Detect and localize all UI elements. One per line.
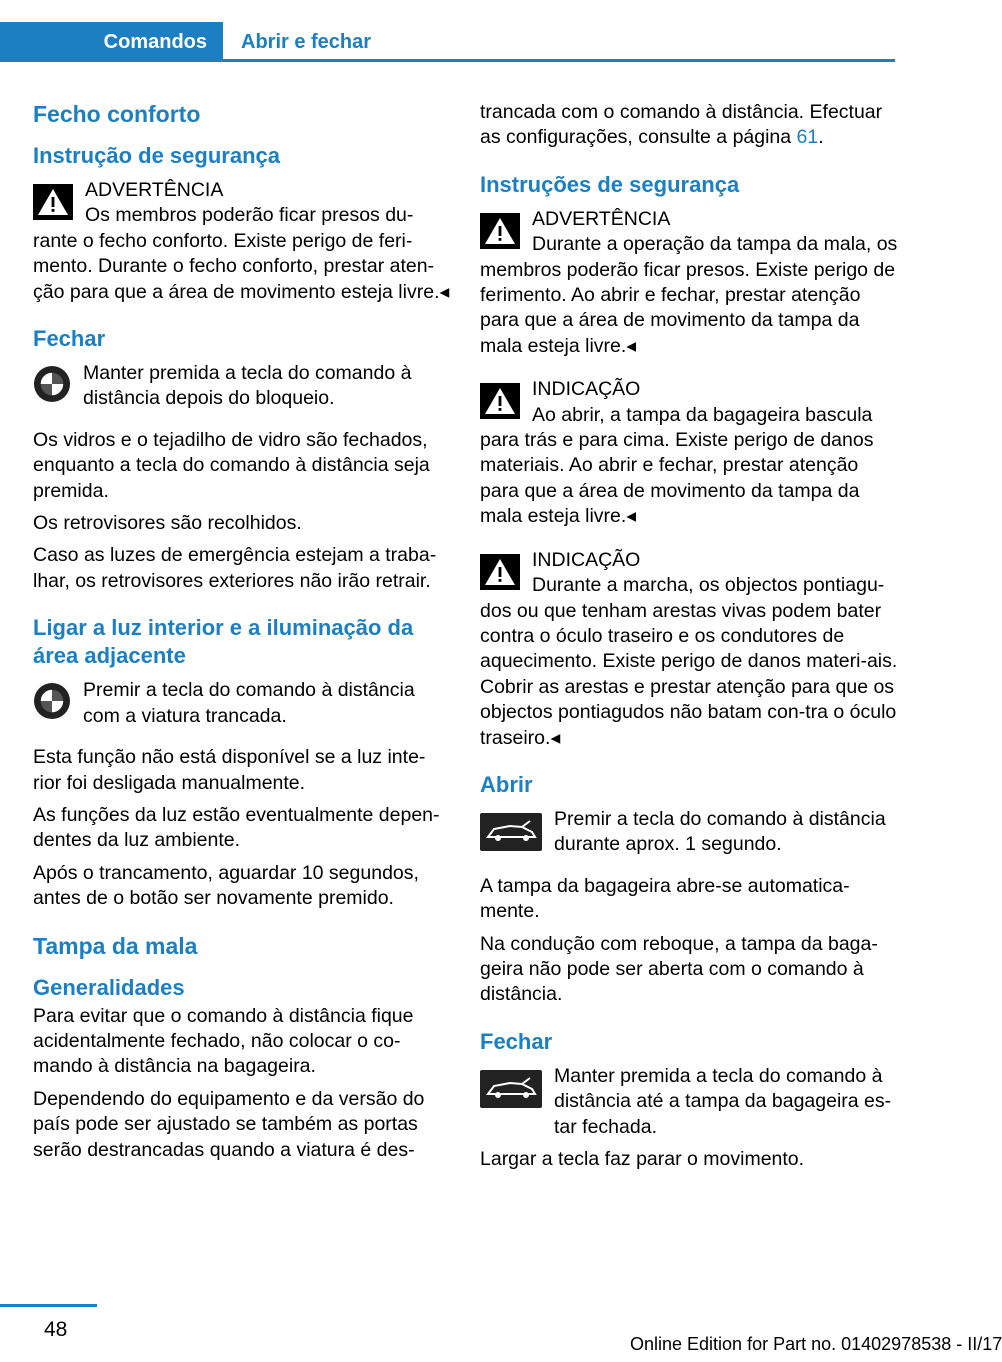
warning-text: Durante a operação da tampa da mala, os membros poderão ficar presos. Existe perigo de ferimento. Ao abrir e fechar, prestar atenção para que a área de movimento da tampa da mala esteja livre.◂ — [480, 233, 898, 357]
paragraph: Largar a tecla faz parar o movimento. — [480, 1148, 805, 1170]
warning-triangle-icon — [480, 213, 520, 249]
warning-box — [33, 178, 451, 305]
paragraph: Os vidros e o tejadilho de vidro são fechados, enquanto a tecla do comando à distância seja premida. — [33, 428, 430, 502]
heading-fechar: Fechar — [480, 1028, 553, 1054]
tab-comandos[interactable]: Comandos — [0, 22, 223, 62]
heading-abrir: Abrir — [480, 771, 533, 797]
footer-rule — [0, 1304, 97, 1307]
note-box — [480, 377, 898, 529]
note-title: INDICAÇÃO — [532, 548, 641, 571]
instruction-text: Manter premida a tecla do comando à distância até a tampa da bagageira es-tar fechada. — [554, 1064, 892, 1138]
warning-text: Os membros poderão ficar presos du-rante o fecho conforto. Existe perigo de feri-mento. Durante o fecho conforto, prestar aten-ção para que a área de movimento esteja livre.◂ — [33, 204, 450, 303]
heading-ligar-luz: Ligar a luz interior e a iluminação da área adjacente — [33, 615, 414, 669]
page-number: 48 — [44, 1318, 68, 1341]
paragraph: A tampa da bagageira abre-se automatica-mente. — [480, 874, 850, 923]
note-text: Durante a marcha, os objectos pontiagu-dos ou que tenham arestas vivas podem bater contra o óculo traseiro e os condutores de aquecimento. Existe perigo de danos materi-ais. Cobrir as arestas e prestar atenção para que os objectos pontiagudos não batam con-tra o óculo traseiro.◂ — [480, 574, 898, 749]
header-rule — [0, 59, 895, 62]
bmw-remote-key-icon — [33, 365, 71, 403]
instruction-text: Premir a tecla do comando à distância com a viatura trancada. — [83, 679, 415, 727]
remote-key-instruction — [33, 678, 451, 729]
paragraph: Os retrovisores são recolhidos. — [33, 512, 302, 535]
page-reference-link[interactable]: 61 — [796, 126, 819, 149]
paragraph-text: . — [818, 126, 824, 149]
trunk-button-icon — [480, 813, 542, 851]
paragraph: Caso as luzes de emergência estejam a traba-lhar, os retrovisores exteriores não irão retrair. — [33, 544, 437, 592]
warning-triangle-icon — [480, 383, 520, 419]
paragraph — [480, 100, 898, 151]
heading-generalidades: Generalidades — [33, 974, 185, 1000]
heading-fecho-conforto: Fecho conforto — [33, 101, 201, 127]
heading-instrucao-seguranca: Instrução de segurança — [33, 143, 280, 168]
warning-triangle-icon — [33, 184, 73, 220]
note-box — [480, 548, 898, 751]
paragraph: Dependendo do equipamento e da versão do país pode ser ajustado se também as portas serão destrancadas quando a viatura é des- — [33, 1087, 425, 1161]
heading-instrucoes-seguranca: Instruções de segurança — [480, 171, 740, 197]
right-column — [480, 100, 898, 1179]
heading-tampa-da-mala: Tampa da mala — [33, 932, 198, 959]
warning-triangle-icon — [480, 554, 520, 590]
instruction-text: Manter premida a tecla do comando à distância depois do bloqueio. — [83, 362, 412, 410]
chapter-tabs — [0, 22, 895, 62]
trunk-button-icon — [480, 1070, 542, 1108]
trunk-key-instruction — [480, 807, 898, 858]
paragraph: Esta função não está disponível se a luz inte-rior foi desligada manualmente. — [33, 746, 426, 794]
tab-abrir-e-fechar[interactable]: Abrir e fechar — [241, 31, 372, 53]
heading-fechar: Fechar — [33, 326, 106, 352]
paragraph: As funções da luz estão eventualmente depen-dentes da luz ambiente. — [33, 803, 440, 852]
paragraph: Para evitar que o comando à distância fique acidentalmente fechado, não colocar o co-mando à distância na bagageira. — [33, 1004, 414, 1078]
edition-note: Online Edition for Part no. 01402978538 - II/17 — [630, 1334, 1002, 1354]
paragraph: Na condução com reboque, a tampa da baga-geira não pode ser aberta com o comando à distância. — [480, 932, 878, 1006]
paragraph: Após o trancamento, aguardar 10 segundos, antes de o botão ser novamente premido. — [33, 861, 419, 910]
warning-title: ADVERTÊNCIA — [532, 207, 671, 230]
warning-title: ADVERTÊNCIA — [85, 179, 224, 201]
paragraph-text: trancada com o comando à distância. Efectuar as configurações, consulte a página — [480, 101, 883, 149]
warning-box — [480, 207, 898, 359]
trunk-key-instruction — [480, 1064, 898, 1140]
note-title: INDICAÇÃO — [532, 378, 641, 401]
remote-key-instruction — [33, 361, 451, 412]
left-column — [33, 100, 451, 1170]
note-text: Ao abrir, a tampa da bagageira bascula para trás e para cima. Existe perigo de danos materiais. Ao abrir e fechar, prestar atenção para que a área de movimento da tampa da mala esteja livre.◂ — [480, 403, 874, 528]
bmw-remote-key-icon — [33, 682, 71, 720]
instruction-text: Premir a tecla do comando à distância durante aprox. 1 segundo. — [554, 807, 886, 856]
